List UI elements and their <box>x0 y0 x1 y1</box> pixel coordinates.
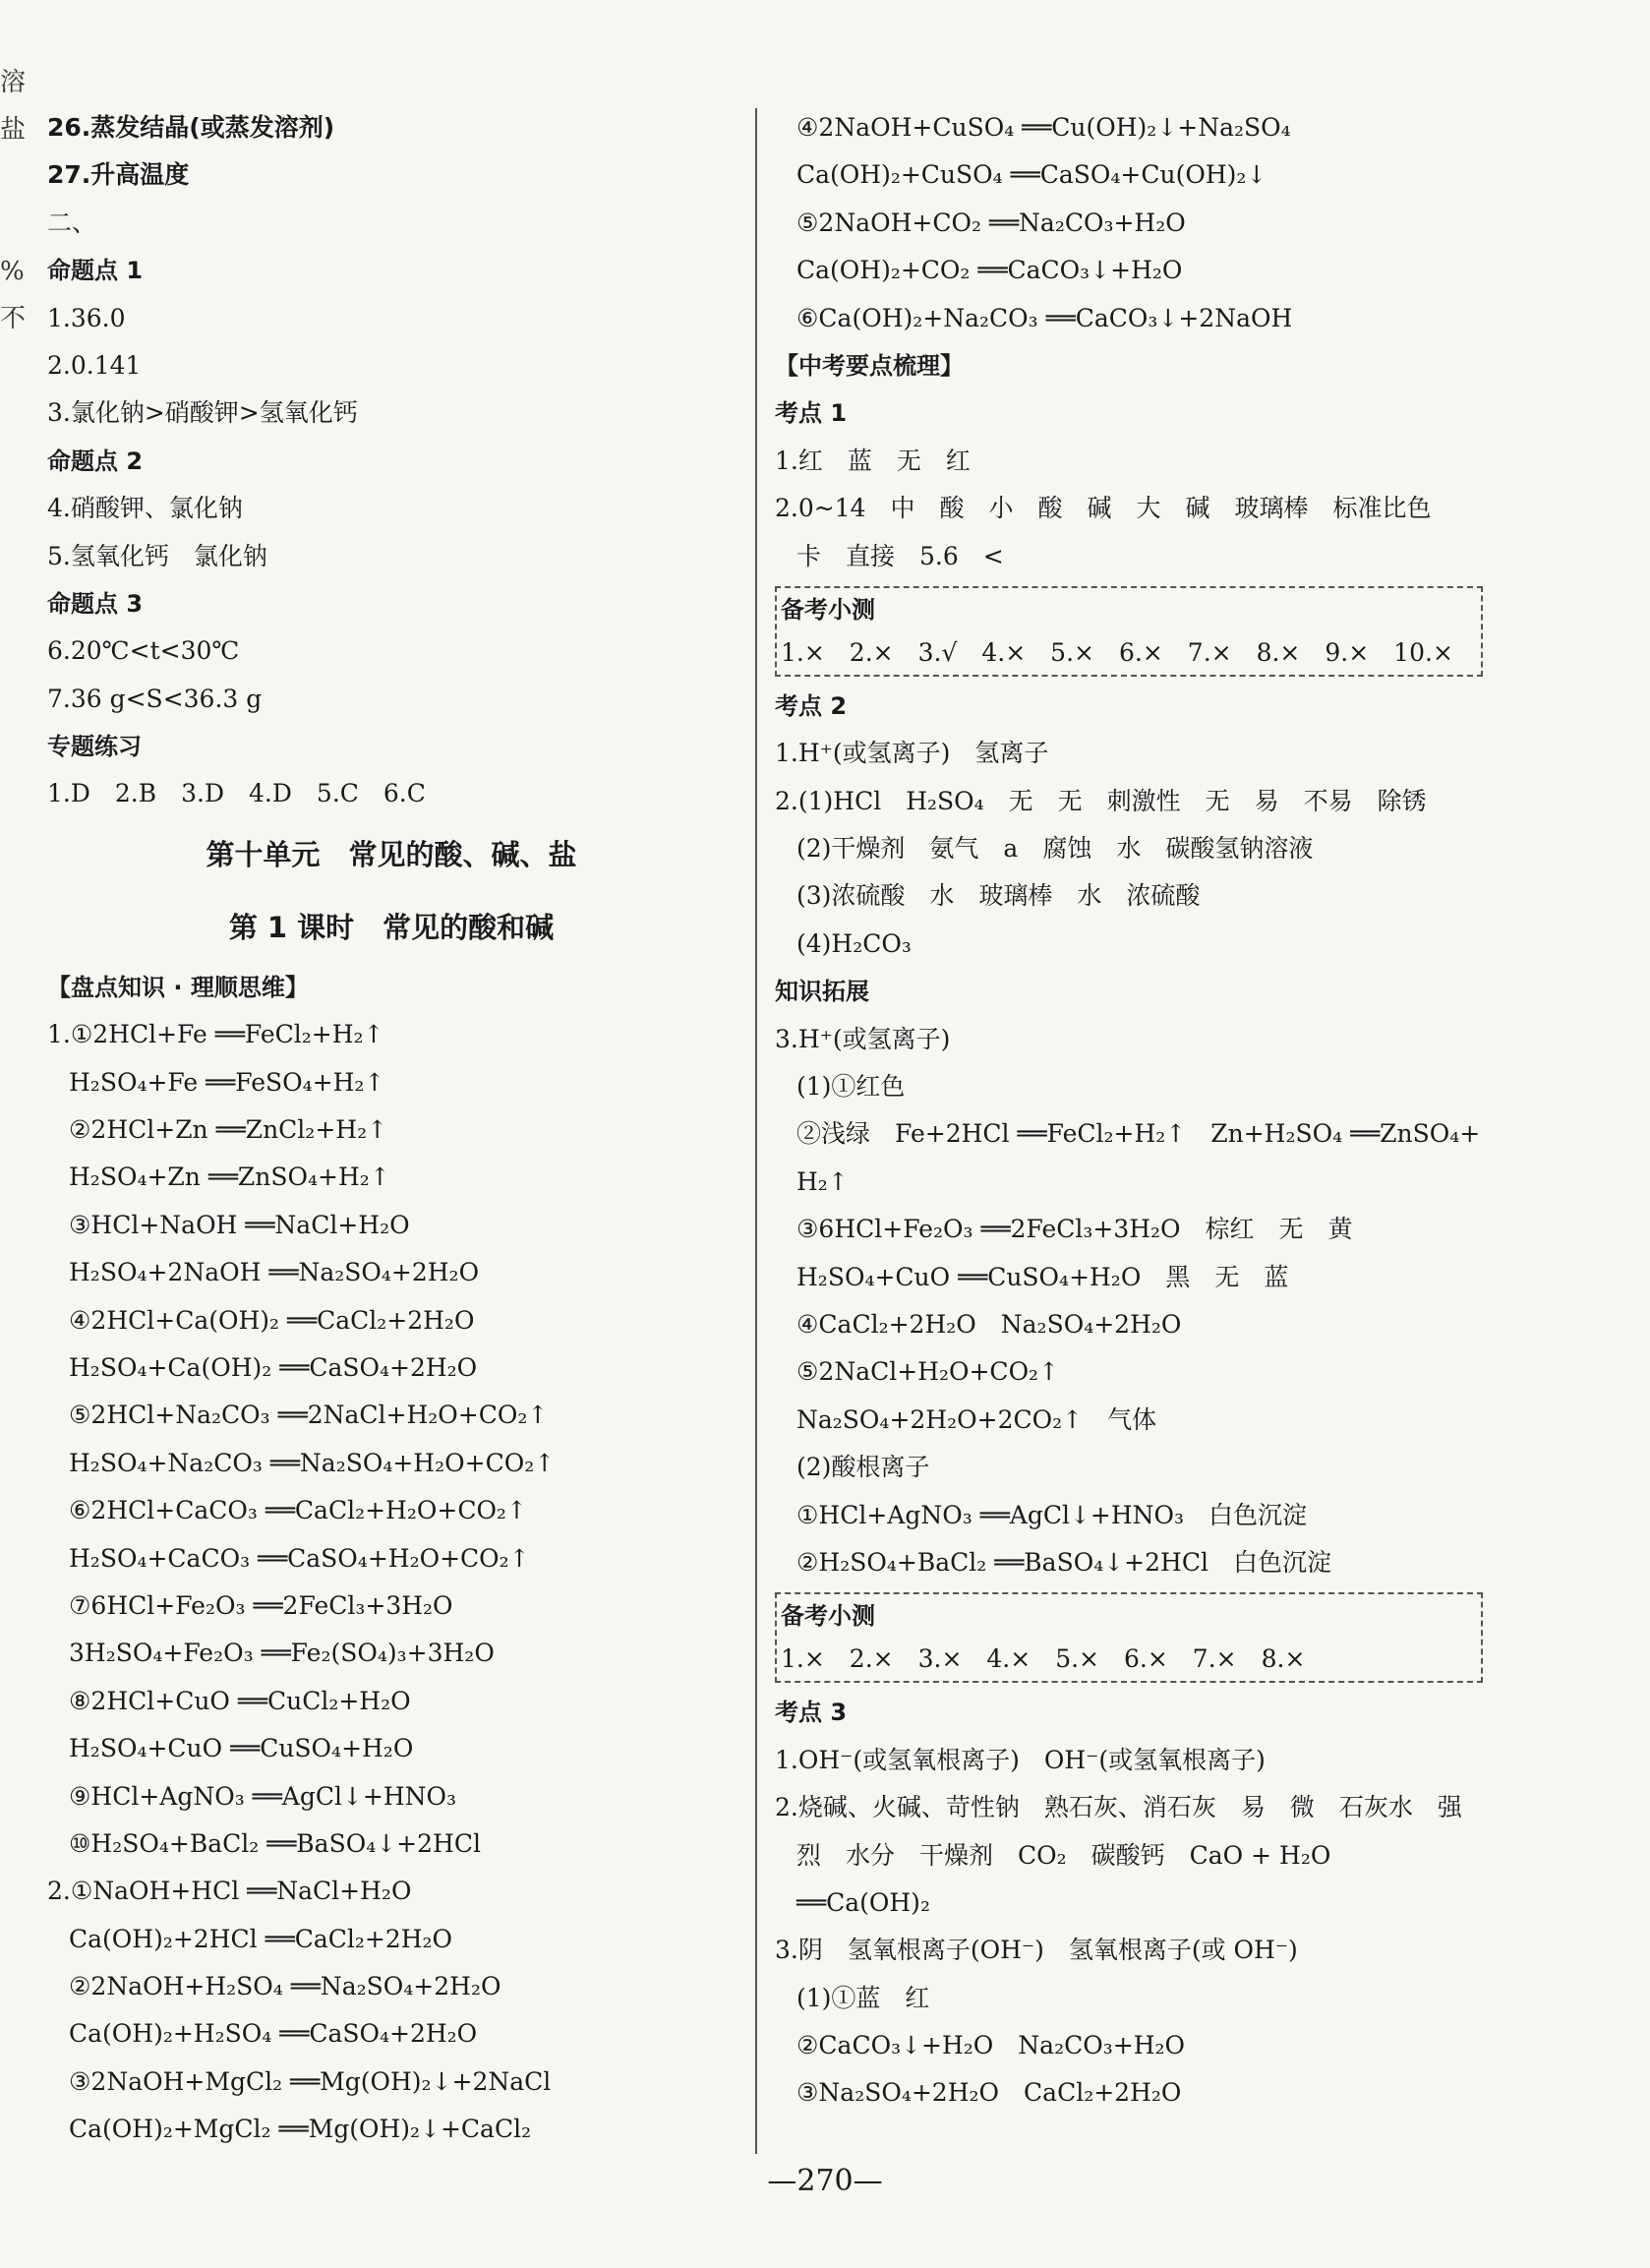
edge-char: 不 <box>0 304 27 333</box>
answer-line: (1)①红色 <box>796 1072 906 1102</box>
answer-line: ②CaCO₃↓+H₂O Na₂CO₃+H₂O <box>796 2031 1186 2060</box>
edge-char: % <box>0 257 25 286</box>
equation: Ca(OH)₂+CO₂ ══CaCO₃↓+H₂O <box>796 256 1183 285</box>
answer-line: 6.20℃<t<30℃ <box>47 636 240 666</box>
quiz-box-title: 备考小测 <box>781 595 875 624</box>
equation: H₂SO₄+CaCO₃ ══CaSO₄+H₂O+CO₂↑ <box>69 1543 530 1573</box>
answer-line: 1.H⁺(或氢离子) 氢离子 <box>775 739 1049 768</box>
equation: Ca(OH)₂+MgCl₂ ══Mg(OH)₂↓+CaCl₂ <box>69 2115 532 2144</box>
equation: ⑤2NaOH+CO₂ ══Na₂CO₃+H₂O <box>796 208 1186 237</box>
subheading: 命题点 1 <box>47 257 144 285</box>
section-heading: 【中考要点梳理】 <box>775 351 964 380</box>
answer-line: 27.升高温度 <box>47 160 190 190</box>
subheading: 考点 2 <box>775 691 848 720</box>
equation: H₂SO₄+Na₂CO₃ ══Na₂SO₄+H₂O+CO₂↑ <box>69 1448 556 1477</box>
answer-line: 4.硝酸钾、氯化钠 <box>47 494 243 523</box>
answer-line: ④CaCl₂+2H₂O Na₂SO₄+2H₂O <box>796 1309 1182 1339</box>
subheading: 知识拓展 <box>775 978 869 1006</box>
column-divider <box>755 108 757 2154</box>
edge-char: 盐 <box>0 115 27 145</box>
equation: ④2HCl+Ca(OH)₂ ══CaCl₂+2H₂O <box>69 1305 475 1335</box>
answer-line: 5.氢氧化钙 氯化钠 <box>47 541 267 570</box>
answer-line: 2.烧碱、火碱、苛性钠 熟石灰、消石灰 易 微 石灰水 强 <box>775 1793 1462 1822</box>
answer-line: 2.(1)HCl H₂SO₄ 无 无 刺激性 无 易 不易 除锈 <box>775 786 1427 815</box>
answer-line: 2.0.141 <box>47 350 142 380</box>
answer-line: (2)干燥剂 氨气 a 腐蚀 水 碳酸氢钠溶液 <box>796 834 1314 864</box>
answer-line: (3)浓硫酸 水 玻璃棒 水 浓硫酸 <box>796 881 1201 911</box>
equation: Ca(OH)₂+H₂SO₄ ══CaSO₄+2H₂O <box>69 2019 478 2049</box>
equation: Ca(OH)₂+CuSO₄ ══CaSO₄+Cu(OH)₂↓ <box>796 160 1267 190</box>
answer-line: (4)H₂CO₃ <box>796 928 912 958</box>
edge-char: 溶 <box>0 68 27 97</box>
answer-line: H₂↑ <box>796 1166 849 1196</box>
equation: H₂SO₄+2NaOH ══Na₂SO₄+2H₂O <box>69 1258 480 1287</box>
equation: ④2NaOH+CuSO₄ ══Cu(OH)₂↓+Na₂SO₄ <box>796 113 1291 142</box>
section-heading: 【盘点知识 · 理顺思维】 <box>47 973 309 1001</box>
answer-line: 卡 直接 5.6 < <box>796 541 1004 570</box>
equation: ⑤2HCl+Na₂CO₃ ══2NaCl+H₂O+CO₂↑ <box>69 1401 549 1430</box>
equation: ⑥Ca(OH)₂+Na₂CO₃ ══CaCO₃↓+2NaOH <box>796 303 1293 332</box>
equation: ③HCl+NaOH ══NaCl+H₂O <box>69 1210 410 1239</box>
answer-line: 1.OH⁻(或氢氧根离子) OH⁻(或氢氧根离子) <box>775 1745 1266 1774</box>
subheading: 命题点 2 <box>47 447 144 475</box>
answer-line: ①HCl+AgNO₃ ══AgCl↓+HNO₃ 白色沉淀 <box>796 1500 1308 1529</box>
quiz-box-title: 备考小测 <box>781 1602 875 1631</box>
equation: ⑦6HCl+Fe₂O₃ ══2FeCl₃+3H₂O <box>69 1590 453 1620</box>
page-number: —270— <box>767 2164 883 2198</box>
equation: H₂SO₄+Zn ══ZnSO₄+H₂↑ <box>69 1163 390 1192</box>
answer-line: ══Ca(OH)₂ <box>796 1887 930 1917</box>
answer-line: (2)酸根离子 <box>796 1453 930 1482</box>
answer-line: 3.阴 氢氧根离子(OH⁻) 氢氧根离子(或 OH⁻) <box>775 1936 1298 1965</box>
answer-line: 2.0~14 中 酸 小 酸 碱 大 碱 玻璃棒 标准比色 <box>775 494 1432 523</box>
answer-line: ②H₂SO₄+BaCl₂ ══BaSO₄↓+2HCl 白色沉淀 <box>796 1547 1331 1577</box>
lesson-title: 第 1 课时 常见的酸和碱 <box>228 910 555 944</box>
equation: ②2HCl+Zn ══ZnCl₂+H₂↑ <box>69 1115 388 1145</box>
answer-line: 3.氯化钠>硝酸钾>氢氧化钙 <box>47 398 358 428</box>
equation: ⑨HCl+AgNO₃ ══AgCl↓+HNO₃ <box>69 1781 457 1811</box>
answer-line: 3.H⁺(或氢离子) <box>775 1024 951 1053</box>
equation: H₂SO₄+CuO ══CuSO₄+H₂O <box>69 1734 414 1763</box>
subheading: 考点 3 <box>775 1699 848 1727</box>
left-column <box>47 104 736 2154</box>
equation: ⑧2HCl+CuO ══CuCl₂+H₂O <box>69 1686 411 1715</box>
answer-line: ③6HCl+Fe₂O₃ ══2FeCl₃+3H₂O 棕红 无 黄 <box>796 1215 1353 1244</box>
right-column <box>775 104 1483 2118</box>
answer-line: 26.蒸发结晶(或蒸发溶剂) <box>47 113 335 142</box>
answer-line: 1.红 蓝 无 红 <box>775 446 971 475</box>
answer-line: Na₂SO₄+2H₂O+2CO₂↑ 气体 <box>796 1404 1157 1434</box>
subheading: 考点 1 <box>775 399 848 428</box>
quiz-box <box>775 1592 1483 1683</box>
quiz-box-answers: 1.× 2.× 3.√ 4.× 5.× 6.× 7.× 8.× 9.× 10.× <box>781 637 1453 667</box>
quiz-box-answers: 1.× 2.× 3.× 4.× 5.× 6.× 7.× 8.× <box>781 1644 1306 1674</box>
answer-line: ②浅绿 Fe+2HCl ══FeCl₂+H₂↑ Zn+H₂SO₄ ══ZnSO₄+ <box>796 1119 1481 1149</box>
equation: Ca(OH)₂+2HCl ══CaCl₂+2H₂O <box>69 1924 453 1953</box>
answer-line: (1)①蓝 红 <box>796 1983 930 2012</box>
equation: ⑩H₂SO₄+BaCl₂ ══BaSO₄↓+2HCl <box>69 1828 481 1858</box>
equation: 2.①NaOH+HCl ══NaCl+H₂O <box>47 1877 412 1906</box>
equation: ②2NaOH+H₂SO₄ ══Na₂SO₄+2H₂O <box>69 1972 501 2001</box>
cut-edge-chars <box>0 59 27 342</box>
subheading: 命题点 3 <box>47 589 144 618</box>
equation: 1.①2HCl+Fe ══FeCl₂+H₂↑ <box>47 1020 384 1049</box>
answer-line: 烈 水分 干燥剂 CO₂ 碳酸钙 CaO + H₂O <box>796 1840 1331 1870</box>
equation: ③2NaOH+MgCl₂ ══Mg(OH)₂↓+2NaCl <box>69 2066 552 2096</box>
equation: H₂SO₄+Fe ══FeSO₄+H₂↑ <box>69 1067 385 1097</box>
answer-line: 二、 <box>47 208 97 237</box>
quiz-box <box>775 586 1483 677</box>
answer-line: 1.D 2.B 3.D 4.D 5.C 6.C <box>47 779 426 808</box>
subheading: 专题练习 <box>47 733 142 761</box>
equation: 3H₂SO₄+Fe₂O₃ ══Fe₂(SO₄)₃+3H₂O <box>69 1639 495 1668</box>
unit-title: 第十单元 常见的酸、碱、盐 <box>206 837 577 871</box>
equation: ⑥2HCl+CaCO₃ ══CaCl₂+H₂O+CO₂↑ <box>69 1496 527 1525</box>
answer-line: H₂SO₄+CuO ══CuSO₄+H₂O 黑 无 蓝 <box>796 1262 1289 1291</box>
answer-line: ③Na₂SO₄+2H₂O CaCl₂+2H₂O <box>796 2078 1182 2108</box>
answer-line: ⑤2NaCl+H₂O+CO₂↑ <box>796 1357 1060 1387</box>
equation: H₂SO₄+Ca(OH)₂ ══CaSO₄+2H₂O <box>69 1352 478 1382</box>
answer-line: 1.36.0 <box>47 303 126 332</box>
answer-line: 7.36 g<S<36.3 g <box>47 684 263 713</box>
